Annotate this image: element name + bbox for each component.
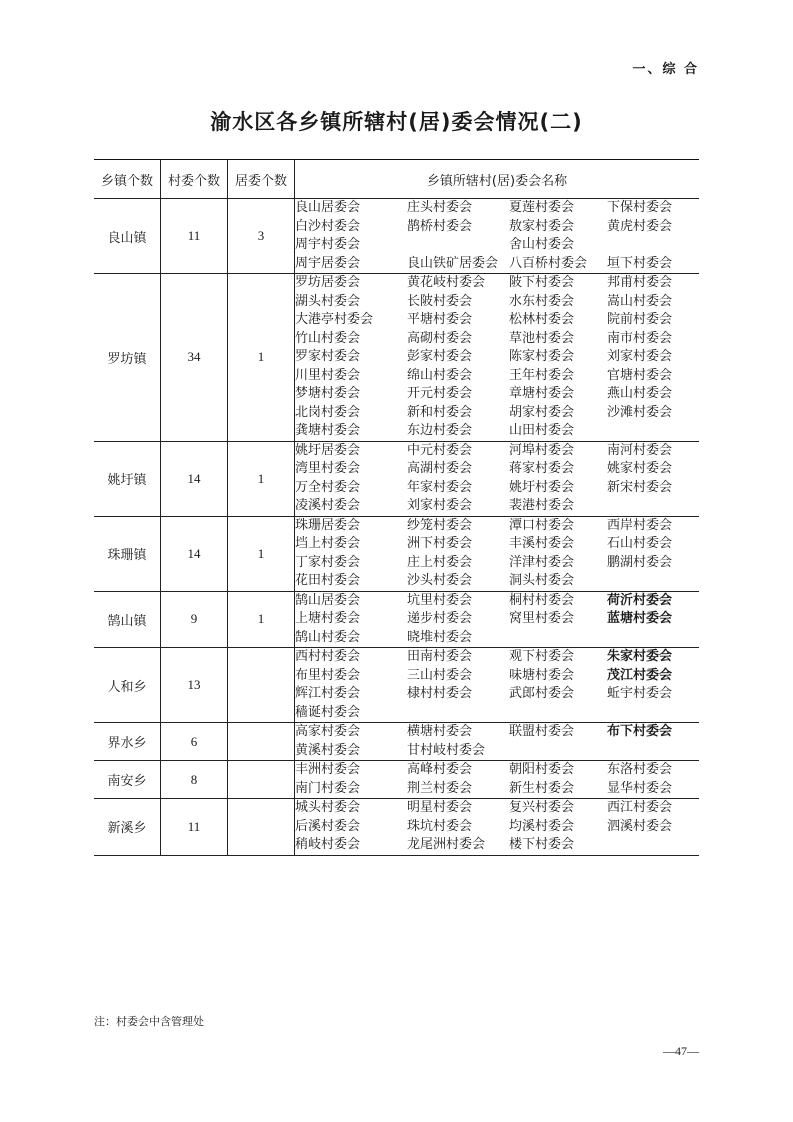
committee-name-grid [295,648,699,722]
village-count: 11 [161,799,228,856]
committee-name: 晓堆村委会 [407,629,473,645]
village-count: 14 [161,516,228,591]
committee-name: 递步村委会 [407,611,473,626]
committee-name [607,836,697,855]
committee-name: 穑诞村委会 [295,704,361,720]
committee-name: 姚圩居委会 [295,442,361,458]
town-name: 良山镇 [94,199,161,274]
committee-name [607,422,697,441]
committee-name: 朝阳村委会 [509,762,575,777]
committee-name [509,704,607,723]
village-count: 13 [161,648,228,723]
resident-count [228,648,295,723]
committee-name: 平塘村委会 [407,312,473,327]
table-body [94,199,699,856]
committee-name: 城头村委会 [295,800,361,815]
table-row [94,799,699,856]
town-name: 鹄山镇 [94,591,161,648]
committee-name: 邦甫村委会 [607,275,673,290]
committee-name: 高湖村委会 [407,461,473,476]
header-committee-names: 乡镇所辖村(居)委会名称 [295,160,700,199]
committee-name: 湖头村委会 [295,293,361,309]
committee-name: 松林村委会 [509,312,575,327]
committee-name-grid [295,723,699,760]
committee-name: 洞头村委会 [509,573,575,588]
committee-name: 裴港村委会 [509,498,575,513]
committee-name: 长陂村委会 [407,293,473,309]
resident-count: 3 [228,199,295,274]
resident-count [228,723,295,761]
committee-names-cell [295,799,700,856]
committee-name: 西江村委会 [607,800,673,815]
committee-name: 嵩山村委会 [607,293,673,309]
town-name: 界水乡 [94,723,161,761]
committee-name: 甘村岐村委会 [407,742,486,758]
committee-name: 明星村委会 [407,800,473,815]
committee-names-cell [295,591,700,648]
table-row [94,761,699,799]
committee-name: 庄上村委会 [407,554,473,570]
page-title: 渝水区各乡镇所辖村(居)委会情况(二) [210,110,583,134]
committee-name: 朱家村委会 [607,649,673,664]
committee-name: 味塘村委会 [509,667,575,683]
page-number: —47— [663,1044,699,1058]
committee-name: 南河村委会 [607,442,673,458]
committee-name: 荷沂村委会 [607,592,673,608]
committee-name-grid [295,592,699,648]
committee-name-grid [295,199,699,273]
table-row [94,723,699,761]
committee-name: 陂下村委会 [509,275,575,290]
village-count: 34 [161,274,228,442]
committee-name: 西村村委会 [295,649,361,664]
committee-name: 罗坊居委会 [295,275,361,290]
committee-name: 南门村委会 [295,780,361,796]
committee-name: 窝里村委会 [509,611,575,626]
committee-name: 湾里村委会 [295,461,361,476]
committee-name: 水东村委会 [509,293,575,309]
committee-name: 纱笼村委会 [407,517,473,533]
committee-name: 白沙村委会 [295,218,361,234]
table-row [94,648,699,723]
committee-name: 姚家村委会 [607,461,673,476]
committee-name: 燕山村委会 [607,386,673,401]
committee-name [607,742,697,761]
committee-name: 北岗村委会 [295,404,361,420]
committee-name: 河埠村委会 [509,442,575,458]
resident-count [228,761,295,799]
committee-name: 珠珊居委会 [295,517,361,533]
committee-name: 章塘村委会 [509,386,575,401]
committee-name: 洲下村委会 [407,536,473,551]
committee-name: 高峰村委会 [407,762,473,777]
header-resident-count: 居委个数 [228,160,295,199]
committee-name [607,629,697,648]
resident-count: 1 [228,274,295,442]
committee-name: 龚塘村委会 [295,423,361,438]
committee-name: 联盟村委会 [509,724,575,739]
committee-name: 丰溪村委会 [509,536,575,551]
committee-name: 陈家村委会 [509,349,575,364]
committee-name: 鹄山村委会 [295,629,361,645]
committee-name: 开元村委会 [407,386,473,401]
committee-name: 东洛村委会 [607,762,673,777]
committee-name [607,236,697,255]
committee-name: 彭家村委会 [407,349,473,364]
committee-name: 珠坑村委会 [407,818,473,834]
committee-name: 蓝塘村委会 [607,611,673,626]
committee-name: 万全村委会 [295,479,361,495]
committee-name: 荆兰村委会 [407,780,473,796]
committee-name: 官塘村委会 [607,367,673,383]
table-row [94,516,699,591]
resident-count: 1 [228,591,295,648]
committee-name: 沙滩村委会 [607,404,673,420]
committee-name [607,572,697,591]
town-name: 罗坊镇 [94,274,161,442]
committee-name-grid [295,761,699,798]
committee-name: 蒋家村委会 [509,461,575,476]
committee-name: 鹊桥村委会 [407,218,473,234]
committee-name: 鹏湖村委会 [607,554,673,570]
committee-name: 姚圩村委会 [509,479,575,495]
committee-name [407,236,509,255]
committee-name: 敖家村委会 [509,218,575,234]
committee-name: 上塘村委会 [295,611,361,626]
resident-count: 1 [228,441,295,516]
committee-name: 布下村委会 [607,724,673,739]
committee-name: 良山居委会 [295,200,361,215]
committee-name: 下保村委会 [607,200,673,215]
committee-name [407,704,509,723]
committee-names-cell [295,274,700,442]
village-count: 6 [161,723,228,761]
committee-name: 高家村委会 [295,724,361,739]
committee-name: 胡家村委会 [509,404,575,420]
committee-name: 沙头村委会 [407,573,473,588]
committee-name: 茂江村委会 [607,667,673,683]
village-committee-table [94,159,699,856]
committee-name: 新宋村委会 [607,479,673,495]
committee-name-grid [295,274,699,441]
committee-name: 王年村委会 [509,367,575,383]
header-village-count: 村委个数 [161,160,228,199]
committee-name: 后溪村委会 [295,818,361,834]
village-count: 14 [161,441,228,516]
town-name: 姚圩镇 [94,441,161,516]
town-name: 珠珊镇 [94,516,161,591]
committee-name: 年家村委会 [407,479,473,495]
committee-name-grid [295,517,699,591]
committee-name: 罗家村委会 [295,349,361,364]
committee-name: 黄虎村委会 [607,218,673,234]
committee-name: 刘家村委会 [607,349,673,364]
table-header-row [94,160,699,199]
committee-name [509,629,607,648]
committee-name: 石山村委会 [607,536,673,551]
committee-name: 南市村委会 [607,330,673,346]
committee-names-cell [295,648,700,723]
town-name: 人和乡 [94,648,161,723]
committee-name: 泗溪村委会 [607,818,673,834]
committee-name: 黄花岐村委会 [407,275,486,290]
committee-names-cell [295,199,700,274]
committee-name: 绵山村委会 [407,367,473,383]
committee-name: 丁家村委会 [295,554,361,570]
committee-name: 丰洲村委会 [295,762,361,777]
committee-name: 坑里村委会 [407,592,473,608]
village-count: 8 [161,761,228,799]
committee-name: 竹山村委会 [295,330,361,346]
town-name: 新溪乡 [94,799,161,856]
committee-name: 新生村委会 [509,780,575,796]
footnote: 注：村委会中含管理处 [94,1015,204,1028]
committee-name: 潭口村委会 [509,517,575,533]
committee-name: 草池村委会 [509,330,575,346]
committee-name: 舍山村委会 [509,237,575,252]
committee-name: 东边村委会 [407,423,473,438]
committee-name-grid [295,442,699,516]
committee-name: 武郎村委会 [509,686,575,701]
table-row [94,199,699,274]
committee-name [607,704,697,723]
resident-count [228,799,295,856]
committee-name-grid [295,799,699,855]
committee-name: 稍岐村委会 [295,837,361,852]
committee-name: 棣村村委会 [407,686,473,701]
table-row [94,441,699,516]
committee-name: 山田村委会 [509,423,575,438]
committee-names-cell [295,723,700,761]
committee-name [509,742,607,761]
town-name: 南安乡 [94,761,161,799]
committee-name: 西岸村委会 [607,517,673,533]
committee-name: 桐村村委会 [509,592,575,608]
committee-name: 复兴村委会 [509,800,575,815]
village-count: 9 [161,591,228,648]
committee-name: 庄头村委会 [407,200,473,215]
committee-name: 显华村委会 [607,780,673,796]
committee-name [607,497,697,516]
committee-name: 布里村委会 [295,667,361,683]
resident-count: 1 [228,516,295,591]
committee-name: 周宇村委会 [295,237,361,252]
committee-name: 楼下村委会 [509,837,575,852]
committee-name: 黄溪村委会 [295,742,361,758]
committee-names-cell [295,516,700,591]
committee-name: 大港亭村委会 [295,312,374,327]
committee-names-cell [295,441,700,516]
committee-name: 横塘村委会 [407,724,473,739]
committee-name: 辉江村委会 [295,686,361,701]
committee-name: 田南村委会 [407,649,473,664]
committee-name: 洋津村委会 [509,554,575,570]
table-row [94,274,699,442]
committee-name: 观下村委会 [509,649,575,664]
committee-name: 龙尾洲村委会 [407,837,486,852]
committee-name: 良山铁矿居委会 [407,255,499,271]
committee-name: 中元村委会 [407,442,473,458]
committee-name: 垱上村委会 [295,536,361,551]
committee-name: 蚯宇村委会 [607,686,673,701]
committee-name: 刘家村委会 [407,498,473,513]
committee-name: 新和村委会 [407,404,473,420]
committee-name: 三山村委会 [407,667,473,683]
committee-name: 鹄山居委会 [295,592,361,608]
committee-name: 垣下村委会 [607,255,673,271]
village-count: 11 [161,199,228,274]
header-town: 乡镇个数 [94,160,161,199]
committee-names-cell [295,761,700,799]
committee-name: 高砌村委会 [407,330,473,346]
committee-name: 川里村委会 [295,367,361,383]
committee-name: 周宇居委会 [295,255,361,271]
section-label: 一、综 合 [632,62,699,77]
committee-name: 院前村委会 [607,312,673,327]
committee-name: 均溪村委会 [509,818,575,834]
committee-name: 八百桥村委会 [509,255,588,271]
committee-name: 夏莲村委会 [509,200,575,215]
table-row [94,591,699,648]
committee-name: 凌溪村委会 [295,498,361,513]
committee-name: 梦塘村委会 [295,386,361,401]
committee-name: 花田村委会 [295,573,361,588]
